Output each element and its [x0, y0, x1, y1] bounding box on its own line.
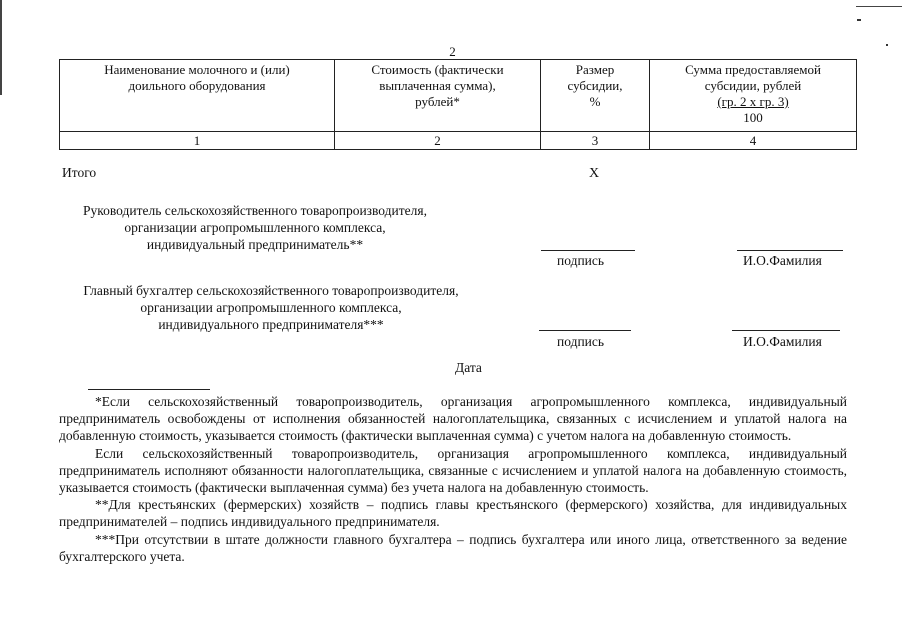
column-number: 4 [650, 132, 857, 150]
manager-name-label: И.О.Фамилия [743, 253, 822, 268]
accountant-name-line [732, 330, 840, 331]
accountant-title-line: Главный бухгалтер сельскохозяйственного товаропроизводителя, [83, 283, 459, 298]
table-number-row [60, 132, 857, 150]
column-number: 2 [335, 132, 541, 150]
table-header-row [60, 60, 857, 132]
header-line: Стоимость (фактически [371, 62, 504, 77]
footnote-separator [88, 389, 210, 390]
manager-title-line: индивидуальный предприниматель** [146, 237, 364, 252]
accountant-title-line: организации агропромышленного комплекса, [140, 300, 402, 315]
column-header-equipment [60, 60, 335, 132]
header-line: доильного оборудования [128, 78, 266, 93]
footnote-1-continued: Если сельскохозяйственный товаропроизводитель, организация агропромышленного комплекса, индивидуальный предприниматель исполняют обязанности налогоплательщика, связанные с исчислением и уплатой налога на добавленную стоимость, указывается стоимость (фактически выплаченная сумма) без учета налога на добавленную стоимость. [59, 445, 847, 496]
manager-signature-line [541, 250, 635, 251]
header-line: выплаченная сумма), [379, 78, 496, 93]
scan-corner-line [856, 6, 902, 7]
header-line: Размер [575, 62, 615, 77]
manager-signature-label: подпись [557, 253, 605, 268]
accountant-name-label: И.О.Фамилия [743, 334, 822, 349]
header-line: Наименование молочного и (или) [104, 62, 290, 77]
subsidy-table [59, 59, 857, 150]
footnote-2: **Для крестьянских (фермерских) хозяйств – подпись главы крестьянского (фермерского) хозяйства, для индивидуальных предпринимателей – подпись индивидуального предпринимателя. [59, 497, 847, 530]
date-label: Дата [455, 360, 482, 375]
scan-speck [857, 19, 861, 21]
accountant-signature-line [539, 330, 631, 331]
header-line: Сумма предоставляемой [685, 62, 821, 77]
header-line: рублей* [415, 94, 460, 109]
header-line: субсидии, [567, 78, 623, 93]
manager-title-line: организации агропромышленного комплекса, [124, 220, 386, 235]
manager-title [59, 202, 451, 253]
total-mark: Х [589, 166, 600, 181]
footnote-1: *Если сельскохозяйственный товаропроизводитель, организация агропромышленного комплекса, индивидуальный предприниматель освобождены от исполнения обязанностей налогоплательщика, связанных с исчислением и уплатой налога на добавленную стоимость, указывается стоимость (фактически выплаченная сумма) с учетом налога на добавленную стоимость. [59, 394, 847, 444]
accountant-signature-label: подпись [557, 334, 605, 349]
header-formula: (гр. 2 х гр. 3) [717, 94, 789, 109]
manager-name-line [737, 250, 843, 251]
column-number: 1 [60, 132, 335, 150]
footnote-3: ***При отсутствии в штате должности главного бухгалтера – подпись бухгалтера или иного лица, ответственного за ведение бухгалтерского учета. [59, 531, 847, 564]
accountant-title [59, 282, 483, 333]
footnotes [59, 393, 847, 565]
total-label: Итого [62, 165, 97, 180]
page-number: 2 [449, 44, 456, 59]
header-line: 100 [743, 110, 763, 125]
column-header-cost [335, 60, 541, 132]
header-line: % [589, 94, 601, 109]
column-number: 3 [541, 132, 650, 150]
accountant-title-line: индивидуального предпринимателя*** [158, 317, 384, 332]
column-header-subsidy-amount [650, 60, 857, 132]
header-line: субсидии, рублей [704, 78, 802, 93]
column-header-rate [541, 60, 650, 132]
manager-title-line: Руководитель сельскохозяйственного товаропроизводителя, [83, 203, 427, 218]
